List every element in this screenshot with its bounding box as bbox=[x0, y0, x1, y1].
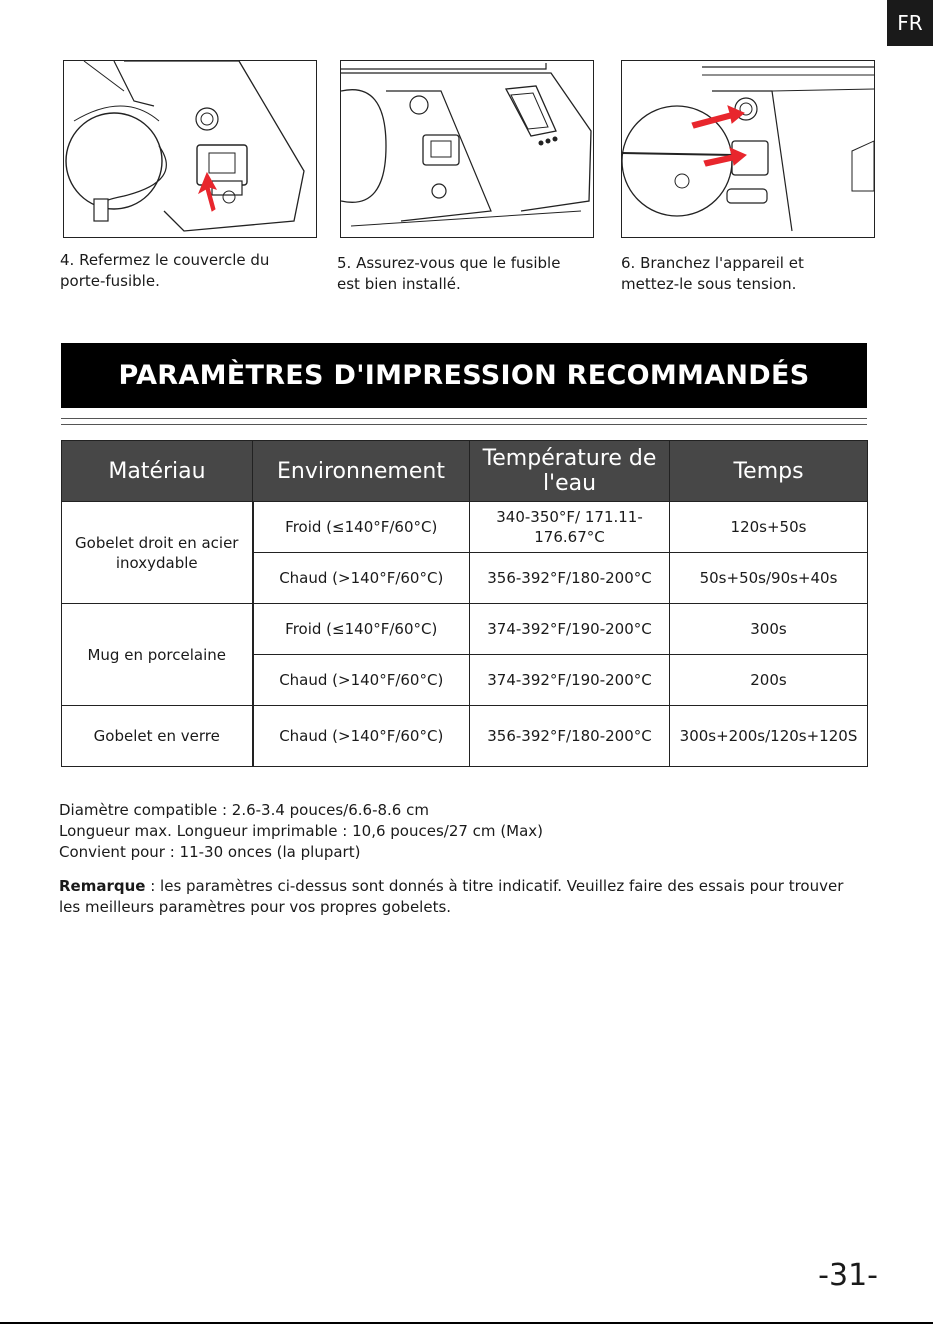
language-tab: FR bbox=[887, 0, 933, 46]
environment-cell: Froid (≤140°F/60°C) bbox=[253, 502, 470, 553]
divider bbox=[61, 418, 867, 419]
caption-line: est bien installé. bbox=[337, 275, 461, 293]
note-line: Convient pour : 11-30 onces (la plupart) bbox=[59, 843, 361, 861]
time-cell: 300s bbox=[670, 604, 868, 655]
temperature-cell: 340-350°F/ 171.11-176.67°C bbox=[470, 502, 670, 553]
note-line: Longueur max. Longueur imprimable : 10,6 pouces/27 cm (Max) bbox=[59, 822, 544, 840]
plug-in-illustration bbox=[622, 61, 874, 237]
figure-close-fuse-cover bbox=[63, 60, 317, 238]
figure-caption-6 bbox=[621, 253, 881, 295]
caption-line: 6. Branchez l'appareil et bbox=[621, 254, 804, 272]
note-line: Diamètre compatible : 2.6-3.4 pouces/6.6-8.6 cm bbox=[59, 801, 429, 819]
material-cell: Gobelet droit en acier inoxydable bbox=[62, 502, 253, 604]
specification-notes bbox=[59, 800, 543, 863]
caption-line: mettez-le sous tension. bbox=[621, 275, 797, 293]
material-cell: Mug en porcelaine bbox=[62, 604, 253, 706]
remark-paragraph bbox=[59, 876, 859, 918]
print-parameters-table bbox=[61, 440, 868, 767]
time-cell: 200s bbox=[670, 655, 868, 706]
caption-line: 4. Refermez le couvercle du bbox=[60, 251, 270, 269]
environment-cell: Chaud (>140°F/60°C) bbox=[253, 655, 470, 706]
page-number: -31- bbox=[818, 1258, 878, 1293]
remark-text: : les paramètres ci-dessus sont donnés à titre indicatif. Veuillez faire des essais pour trouver les meilleurs paramètres pour vos propres gobelets. bbox=[59, 877, 844, 916]
divider bbox=[61, 424, 867, 425]
caption-line: 5. Assurez-vous que le fusible bbox=[337, 254, 561, 272]
figure-fuse-installed bbox=[340, 60, 594, 238]
environment-cell: Chaud (>140°F/60°C) bbox=[253, 553, 470, 604]
environment-cell: Froid (≤140°F/60°C) bbox=[253, 604, 470, 655]
time-cell: 120s+50s bbox=[670, 502, 868, 553]
remark-label: Remarque bbox=[59, 877, 146, 895]
header-environment: Environnement bbox=[253, 441, 470, 502]
header-material: Matériau bbox=[62, 441, 253, 502]
temperature-cell: 374-392°F/190-200°C bbox=[470, 655, 670, 706]
fuse-installed-illustration bbox=[341, 61, 593, 237]
section-banner-title: PARAMÈTRES D'IMPRESSION RECOMMANDÉS bbox=[61, 343, 867, 408]
table-row bbox=[62, 706, 868, 767]
material-cell: Gobelet en verre bbox=[62, 706, 253, 767]
figure-caption-5 bbox=[337, 253, 597, 295]
environment-cell: Chaud (>140°F/60°C) bbox=[253, 706, 470, 767]
table-header-row bbox=[62, 441, 868, 502]
table-row bbox=[62, 502, 868, 553]
header-time: Temps bbox=[670, 441, 868, 502]
temperature-cell: 356-392°F/180-200°C bbox=[470, 553, 670, 604]
time-cell: 50s+50s/90s+40s bbox=[670, 553, 868, 604]
time-cell: 300s+200s/120s+120S bbox=[670, 706, 868, 767]
temperature-cell: 374-392°F/190-200°C bbox=[470, 604, 670, 655]
figure-caption-4 bbox=[60, 250, 320, 292]
fuse-cover-illustration bbox=[64, 61, 316, 237]
table-row bbox=[62, 604, 868, 655]
caption-line: porte-fusible. bbox=[60, 272, 160, 290]
temperature-cell: 356-392°F/180-200°C bbox=[470, 706, 670, 767]
header-water-temperature: Température de l'eau bbox=[470, 441, 670, 502]
figure-plug-in bbox=[621, 60, 875, 238]
